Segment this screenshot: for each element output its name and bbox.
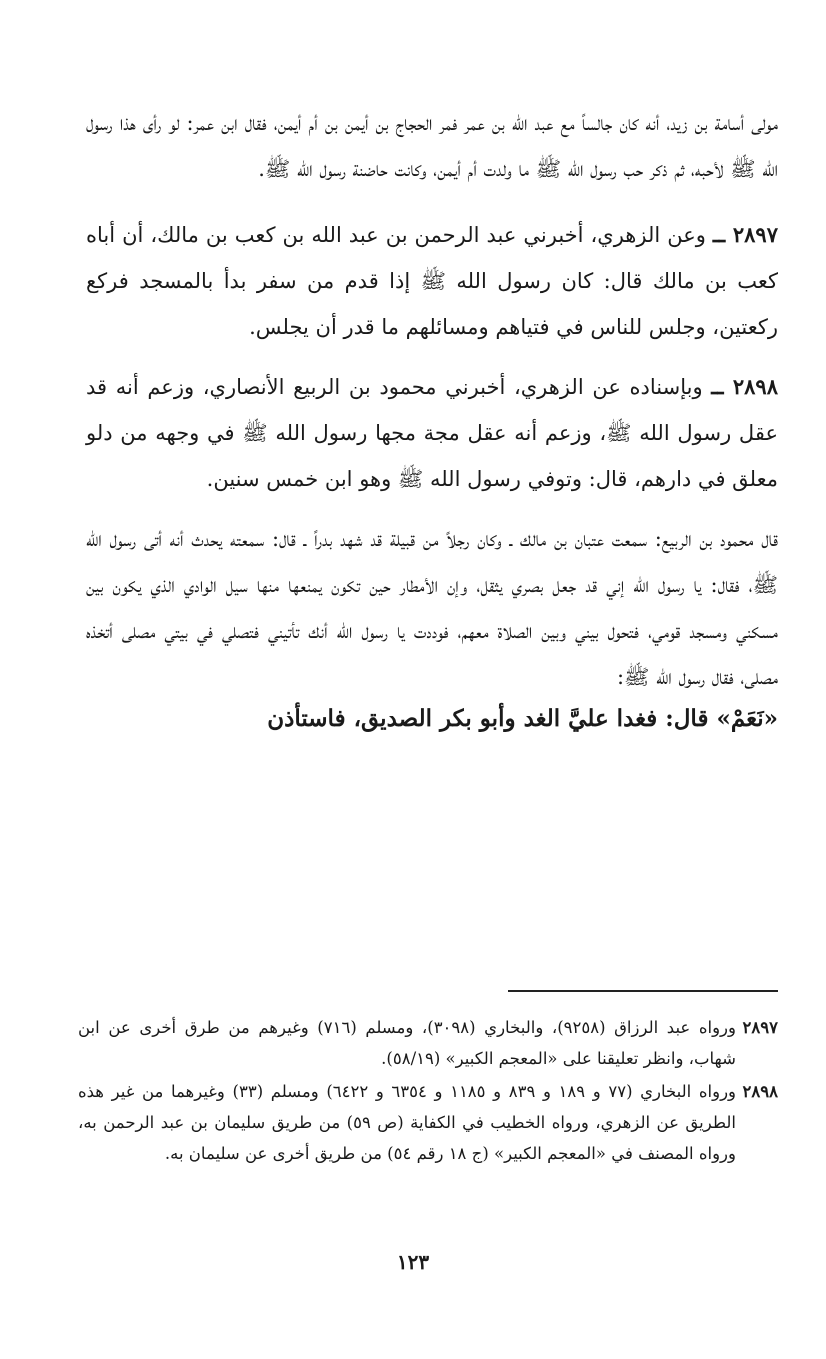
paragraph-text: وبإسناده عن الزهري، أخبرني محمود بن الربيع الأنصاري، وزعم أنه قد عقل رسول الله ﷺ، وزعم أنه عقل مجة مجها رسول الله ﷺ في وجهه من دلو معلق في دارهم، قال: وتوفي رسول الله ﷺ وهو ابن خمس سنين. <box>86 375 778 491</box>
paragraph-text: «نَعَمْ» قال: فغدا عليَّ الغد وأبو بكر الصديق، فاستأذن <box>267 705 778 732</box>
footnote <box>78 1076 778 1169</box>
paragraph-bold-line <box>86 696 778 742</box>
paragraph <box>86 516 778 700</box>
footnote <box>78 1012 778 1074</box>
page-number: ١٢٣ <box>396 1250 430 1274</box>
footnote-text: ورواه عبد الرزاق (٩٢٥٨)، والبخاري (٣٠٩٨)، ومسلم (٧١٦) وغيرهم من طرق أخرى عن ابن شهاب، وانظر تعليقنا على «المعجم الكبير» (٥٨/١٩). <box>78 1018 736 1068</box>
footnote-text: ورواه البخاري (٧٧ و ١٨٩ و ٨٣٩ و ١١٨٥ و ٦٣٥٤ و ٦٤٢٢) ومسلم (٣٣) وغيرهما من غير هذه الطريق عن الزهري، ورواه الخطيب في الكفاية (ص ٥٩) من طريق سليمان بن عبد الرحمن به، ورواه المصنف في «المعجم الكبير» (ج ١٨ رقم ٥٤) من طريق أخرى عن سليمان به. <box>78 1082 737 1163</box>
paragraph-text: وعن الزهري، أخبرني عبد الرحمن بن عبد الله بن كعب بن مالك، أن أباه كعب بن مالك قال: كان رسول الله ﷺ إذا قدم من سفر بدأ بالمسجد فركع ركعتين، وجلس للناس في فتياهم ومسائلهم ما قدر أن يجلس. <box>86 223 778 339</box>
hadith-paragraph <box>86 212 778 350</box>
paragraph-text: قال محمود بن الربيع: سمعت عتبان بن مالك ـ وكان رجلاً من قبيلة قد شهد بدراً ـ قال: سمعته يحدث أنه أتى رسول الله ﷺ، فقال: يا رسول الله إني قد جعل بصري يثقل، وإن الأمطار حين تكون يمنعها منها سيل الوادي الذي يكون بين مسكني ومسجد قومي، فتحول بيني وبين الصلاة معهم، فوددت يا رسول الله أنك تأتيني فتصلي في بيتي مصلى أتخذه مصلى، فقال رسول الله ﷺ: <box>86 527 778 689</box>
hadith-paragraph <box>86 364 778 502</box>
paragraph-text: مولى أسامة بن زيد، أنه كان جالساً مع عبد الله بن عمر فمر الحجاج بن أيمن بن أم أيمن، فقال ابن عمر: لو رأى هذا رسول الله ﷺ لأحبه، ثم ذكر حب رسول الله ﷺ ما ولدت أم أيمن، وكانت حاضنة رسول الله ﷺ. <box>86 111 778 181</box>
hadith-number: ٢٨٩٧ ــ <box>712 222 778 247</box>
footnote-number: ٢٨٩٧ <box>742 1018 778 1037</box>
main-text <box>86 100 778 756</box>
footnotes <box>78 1012 778 1171</box>
paragraph <box>86 100 778 192</box>
hadith-number: ٢٨٩٨ ــ <box>711 374 778 399</box>
footnote-number: ٢٨٩٨ <box>742 1082 778 1101</box>
footnote-divider <box>508 990 778 992</box>
